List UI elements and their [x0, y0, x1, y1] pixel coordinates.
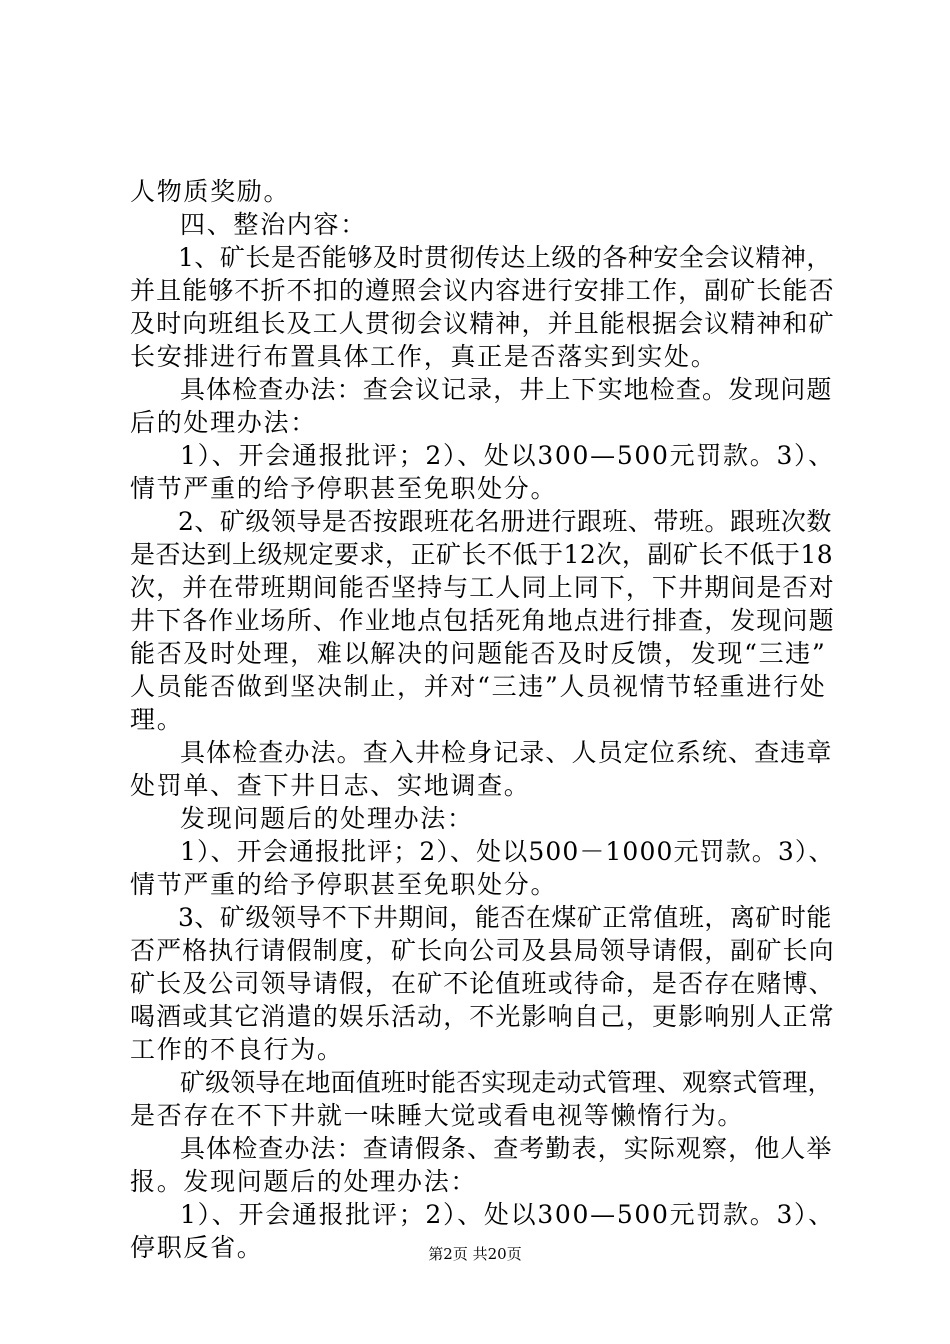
text-line: 具体检查办法：查会议记录，井上下实地检查。发现问题: [180, 375, 833, 404]
text-line: 情节严重的给予停职甚至免职处分。: [130, 474, 558, 503]
text-line: 报。发现问题后的处理办法：: [130, 1167, 478, 1196]
text-line: 理。: [130, 705, 184, 734]
text-line: 1）、开会通报批评；2）、处以300—500元罚款。3）、: [180, 441, 835, 470]
text-line: 是否存在不下井就一味睡大觉或看电视等懒惰行为。: [130, 1101, 745, 1130]
text-line: 发现问题后的处理办法：: [180, 804, 474, 833]
text-line: 情节严重的给予停职甚至免职处分。: [130, 870, 558, 899]
text-line: 处罚单、查下井日志、实地调查。: [130, 771, 531, 800]
text-line: 井下各作业场所、作业地点包括死角地点进行排查，发现问题: [130, 606, 835, 635]
text-line: 长安排进行布置具体工作，真正是否落实到实处。: [130, 342, 718, 371]
text-line: 后的处理办法：: [130, 408, 317, 437]
text-line: 能否及时处理，难以解决的问题能否及时反馈，发现“三违”: [130, 639, 827, 668]
text-line: 1、矿长是否能够及时贯彻传达上级的各种安全会议精神，: [178, 243, 832, 272]
text-line: 具体检查办法：查请假条、查考勤表，实际观察，他人举: [180, 1134, 833, 1163]
text-line: 并且能够不折不扣的遵照会议内容进行安排工作，副矿长能否: [130, 276, 835, 305]
text-line: 工作的不良行为。: [130, 1035, 344, 1064]
section-heading: 四、整治内容：: [180, 210, 367, 239]
page-number-footer: 第2页 共20页: [428, 1245, 522, 1263]
text-line: 1）、开会通报批评；2）、处以500－1000元罚款。3）、: [180, 837, 835, 866]
text-line: 是否达到上级规定要求，正矿长不低于12次，副矿长不低于18: [130, 540, 834, 569]
text-line: 次，并在带班期间能否坚持与工人同上同下，下井期间是否对: [130, 573, 835, 602]
text-line: 人物质奖励。: [130, 177, 291, 206]
text-line: 具体检查办法。查入井检身记录、人员定位系统、查违章: [180, 738, 833, 767]
text-line: 矿级领导在地面值班时能否实现走动式管理、观察式管理，: [180, 1068, 833, 1097]
text-line: 人员能否做到坚决制止，并对“三违”人员视情节轻重进行处: [130, 672, 827, 701]
text-line: 1）、开会通报批评；2）、处以300—500元罚款。3）、: [180, 1200, 835, 1229]
text-line: 喝酒或其它消遣的娱乐活动，不光影响自己，更影响别人正常: [130, 1002, 835, 1031]
text-line: 否严格执行请假制度，矿长向公司及县局领导请假，副矿长向: [130, 936, 835, 965]
text-line: 矿长及公司领导请假，在矿不论值班或待命，是否存在赌博、: [130, 969, 835, 998]
text-line: 停职反省。: [130, 1233, 264, 1262]
text-line: 及时向班组长及工人贯彻会议精神，并且能根据会议精神和矿: [130, 309, 835, 338]
text-line: 3、矿级领导不下井期间，能否在煤矿正常值班，离矿时能: [178, 903, 832, 932]
text-line: 2、矿级领导是否按跟班花名册进行跟班、带班。跟班次数: [178, 507, 832, 536]
